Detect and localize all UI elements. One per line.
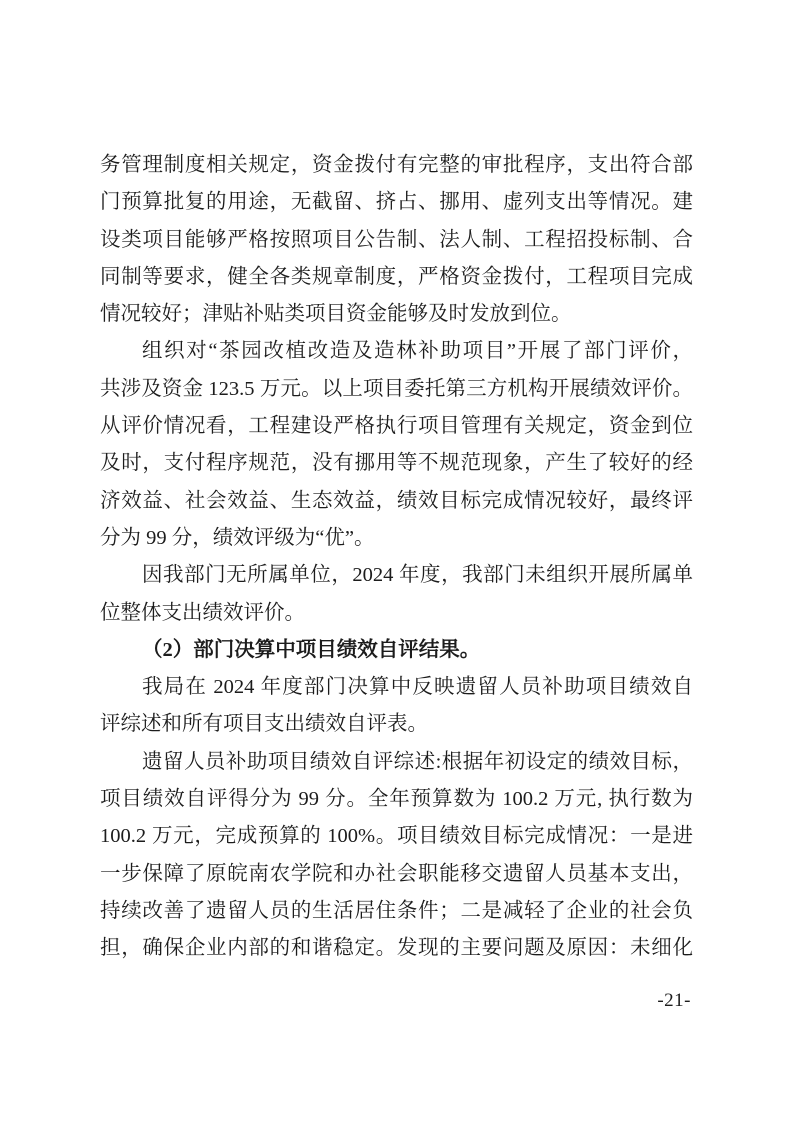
text-line: 项目绩效自评得分为 99 分。全年预算数为 100.2 万元, 执行数为 (100, 788, 693, 811)
text-line: 及时，支付程序规范，没有挪用等不规范现象，产生了较好的经 (100, 452, 693, 475)
text-line: 同制等要求，健全各类规章制度，严格资金拨付，工程项目完成 (100, 265, 693, 288)
text-line: 位整体支出绩效评价。 (100, 601, 305, 624)
text-line: 门预算批复的用途，无截留、挤占、挪用、虚列支出等情况。建 (100, 191, 693, 214)
text-line: 评综述和所有项目支出绩效自评表。 (100, 713, 428, 736)
text-line: （2）部门决算中项目绩效自评结果。 (142, 638, 481, 661)
text-line: 分为 99 分，绩效评级为“优”。 (100, 526, 375, 549)
text-line: 共涉及资金 123.5 万元。以上项目委托第三方机构开展绩效评价。 (100, 377, 693, 400)
page-number: -21- (657, 990, 691, 1011)
text-line: 组织对“茶园改植改造及造林补助项目”开展了部门评价， (142, 340, 693, 363)
text-line: 务管理制度相关规定，资金拨付有完整的审批程序，支出符合部 (100, 154, 693, 176)
text-line: 情况较好；津贴补贴类项目资金能够及时发放到位。 (100, 303, 572, 326)
text-line: 济效益、社会效益、生态效益，绩效目标完成情况较好，最终评 (100, 489, 693, 512)
text-line: 一步保障了原皖南农学院和办社会职能移交遗留人员基本支出， (100, 862, 693, 885)
text-line: 遗留人员补助项目绩效自评综述:根据年初设定的绩效目标， (142, 750, 693, 773)
text-line: 从评价情况看，工程建设严格执行项目管理有关规定，资金到位 (100, 415, 693, 438)
text-line: 我局在 2024 年度部门决算中反映遗留人员补助项目绩效自 (142, 676, 693, 699)
text-line: 100.2 万元，完成预算的 100%。项目绩效目标完成情况：一是进 (100, 825, 693, 848)
text-line: 设类项目能够严格按照项目公告制、法人制、工程招投标制、合 (100, 228, 693, 251)
text-line: 担，确保企业内部的和谐稳定。发现的主要问题及原因：未细化 (100, 937, 693, 960)
text-line: 因我部门无所属单位，2024 年度，我部门未组织开展所属单 (142, 564, 693, 587)
document-body-text (100, 147, 693, 968)
text-line: 持续改善了遗留人员的生活居住条件；二是减轻了企业的社会负 (100, 899, 693, 922)
